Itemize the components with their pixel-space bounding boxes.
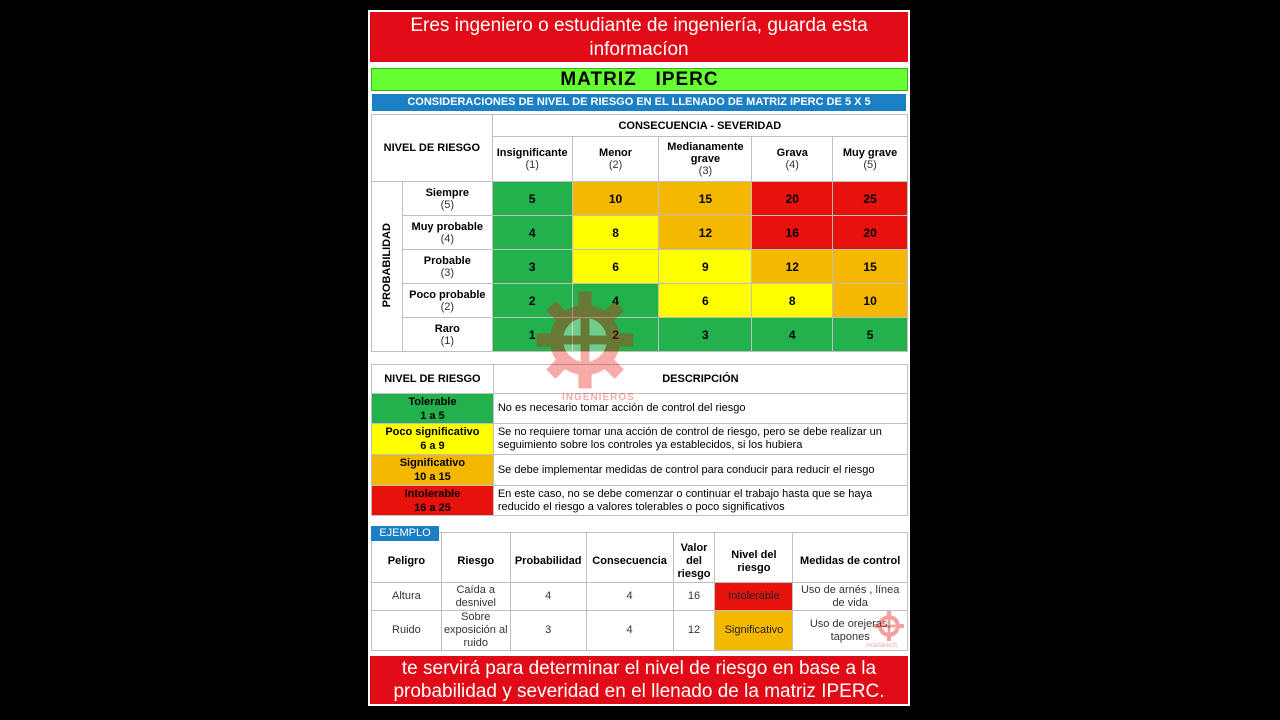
legend-level-name: Poco significativo	[385, 426, 480, 438]
probability-name: Probable	[423, 254, 471, 267]
legend-description: No es necesario tomar acción de control del riesgo	[493, 394, 907, 424]
probability-name: Siempre	[425, 186, 470, 199]
bottom-banner-line1: te servirá para determinar el nivel de riesgo en base a la	[401, 658, 877, 679]
legend-level-range: 10 a 15	[414, 471, 451, 483]
severity-column-header	[833, 137, 908, 182]
severity-name: Medianamente grave	[667, 141, 744, 165]
risk-cell: 10	[833, 284, 908, 318]
probability-row-header	[402, 216, 492, 250]
risk-cell: 15	[659, 182, 752, 216]
example-column-header: Valor del riesgo	[673, 533, 715, 583]
probability-score: (5)	[440, 198, 455, 211]
example-cell-riesgo: Caída a desnivel	[441, 583, 510, 611]
legend-level	[372, 486, 494, 516]
example-cell-medidas: Uso de arnés , línea de vida	[793, 583, 908, 611]
legend-description: Se debe implementar medidas de control para conducir para reducir el riesgo	[493, 455, 907, 486]
probability-row-header	[402, 182, 492, 216]
example-header-row	[372, 533, 908, 583]
probability-score: (3)	[440, 266, 455, 279]
risk-cell: 20	[833, 216, 908, 250]
watermark-text: INGENIEROS	[562, 392, 635, 403]
severity-score: (2)	[608, 159, 623, 171]
matrix-row	[372, 250, 908, 284]
top-banner-line2: informacíon	[589, 39, 689, 60]
risk-cell: 4	[492, 216, 572, 250]
severity-score: (1)	[525, 159, 539, 171]
top-banner	[370, 12, 908, 62]
risk-cell: 4	[752, 318, 833, 352]
example-cell-prob: 3	[510, 611, 586, 651]
legend-level-name: Intolerable	[404, 487, 461, 500]
example-column-header: Probabilidad	[510, 533, 586, 583]
severity-column-header	[752, 137, 833, 182]
risk-cell: 16	[752, 216, 833, 250]
risk-cell: 6	[659, 284, 752, 318]
legend-row	[372, 424, 908, 455]
example-row	[372, 611, 908, 651]
example-table	[371, 532, 908, 651]
severity-column-header	[492, 137, 572, 182]
example-column-header: Peligro	[372, 533, 442, 583]
legend-level-range: 1 a 5	[420, 409, 445, 422]
matrix-corner-label: NIVEL DE RIESGO	[372, 115, 493, 182]
probability-score: (2)	[440, 300, 455, 313]
risk-cell: 5	[492, 182, 572, 216]
risk-cell: 3	[659, 318, 752, 352]
legend-level-name: Significativo	[399, 457, 466, 469]
example-cell-cons: 4	[586, 611, 673, 651]
probability-name: Poco probable	[409, 288, 486, 301]
legend-level	[372, 394, 494, 424]
legend-description: Se no requiere tomar una acción de control de riesgo, pero se debe realizar un seguimiento sobre los controles ya establecidos, si los hubiera	[493, 424, 907, 455]
probability-row-header	[402, 250, 492, 284]
risk-cell: 25	[833, 182, 908, 216]
legend-level	[372, 424, 494, 455]
page-title: MATRIZ IPERC	[371, 68, 908, 91]
risk-level-legend	[371, 364, 908, 516]
risk-cell: 6	[572, 250, 659, 284]
example-cell-cons: 4	[586, 583, 673, 611]
severity-column-header	[572, 137, 659, 182]
watermark-small-text: INGENIEROS	[866, 643, 898, 649]
example-cell-riesgo: Sobre exposición al ruido	[441, 611, 510, 651]
risk-cell: 20	[752, 182, 833, 216]
severity-column-header	[659, 137, 752, 182]
example-tag: EJEMPLO	[371, 526, 439, 541]
legend-level-header: NIVEL DE RIESGO	[372, 365, 494, 394]
example-cell-prob: 4	[510, 583, 586, 611]
legend-level	[372, 455, 494, 486]
severity-score: (5)	[863, 159, 877, 171]
probability-name: Raro	[434, 322, 460, 335]
example-row	[372, 583, 908, 611]
risk-cell: 12	[752, 250, 833, 284]
risk-cell: 10	[572, 182, 659, 216]
example-cell-valor: 12	[673, 611, 715, 651]
example-cell-valor: 16	[673, 583, 715, 611]
example-column-header: Medidas de control	[793, 533, 908, 583]
risk-cell: 3	[492, 250, 572, 284]
matrix-row	[372, 318, 908, 352]
legend-description: En este caso, no se debe comenzar o continuar el trabajo hasta que se haya reducido el riesgo a valores tolerables o poco significativos	[493, 486, 907, 516]
page-subtitle: CONSIDERACIONES DE NIVEL DE RIESGO EN EL LLENADO DE MATRIZ IPERC DE 5 X 5	[372, 94, 906, 111]
matrix-row	[372, 216, 908, 250]
legend-row	[372, 455, 908, 486]
example-cell-peligro: Ruido	[372, 611, 442, 651]
legend-level-range: 6 a 9	[420, 440, 445, 452]
consequence-header: CONSECUENCIA - SEVERIDAD	[492, 115, 907, 137]
example-column-header: Riesgo	[441, 533, 510, 583]
bottom-banner-line2: probabilidad y severidad en el llenado de la matriz IPERC.	[393, 681, 885, 702]
risk-cell: 8	[572, 216, 659, 250]
example-cell-nivel: Significativo	[715, 611, 793, 651]
legend-row	[372, 394, 908, 424]
risk-cell: 12	[659, 216, 752, 250]
probability-name: Muy probable	[411, 220, 484, 233]
risk-cell: 5	[833, 318, 908, 352]
risk-cell: 9	[659, 250, 752, 284]
probability-label: PROBABILIDAD	[380, 222, 393, 308]
legend-level-range: 16 a 25	[414, 501, 451, 514]
probability-score: (1)	[440, 334, 455, 347]
legend-level-name: Tolerable	[408, 395, 457, 408]
matrix-row	[372, 284, 908, 318]
example-cell-nivel: Intolerable	[715, 583, 793, 611]
risk-cell: 2	[572, 318, 659, 352]
example-column-header: Nivel del riesgo	[715, 533, 793, 583]
risk-cell: 15	[833, 250, 908, 284]
severity-name: Muy grave	[842, 147, 898, 159]
probability-row-header	[402, 318, 492, 352]
risk-matrix	[371, 114, 908, 352]
probability-axis	[372, 182, 403, 352]
top-banner-line1: Eres ingeniero o estudiante de ingeniería, guarda esta	[410, 15, 868, 36]
matrix-row	[372, 182, 908, 216]
legend-row	[372, 486, 908, 516]
risk-cell: 1	[492, 318, 572, 352]
risk-cell: 2	[492, 284, 572, 318]
severity-score: (4)	[785, 159, 799, 171]
risk-cell: 4	[572, 284, 659, 318]
severity-name: Insignificante	[496, 147, 568, 159]
bottom-banner	[370, 656, 908, 704]
example-cell-medidas: Uso de orejeras, tapones	[793, 611, 908, 651]
probability-row-header	[402, 284, 492, 318]
severity-name: Grava	[776, 147, 808, 159]
example-column-header: Consecuencia	[586, 533, 673, 583]
risk-cell: 8	[752, 284, 833, 318]
severity-score: (3)	[698, 165, 713, 177]
example-cell-peligro: Altura	[372, 583, 442, 611]
legend-desc-header: DESCRIPCIÓN	[493, 365, 907, 394]
probability-score: (4)	[440, 232, 455, 245]
severity-name: Menor	[599, 147, 633, 159]
